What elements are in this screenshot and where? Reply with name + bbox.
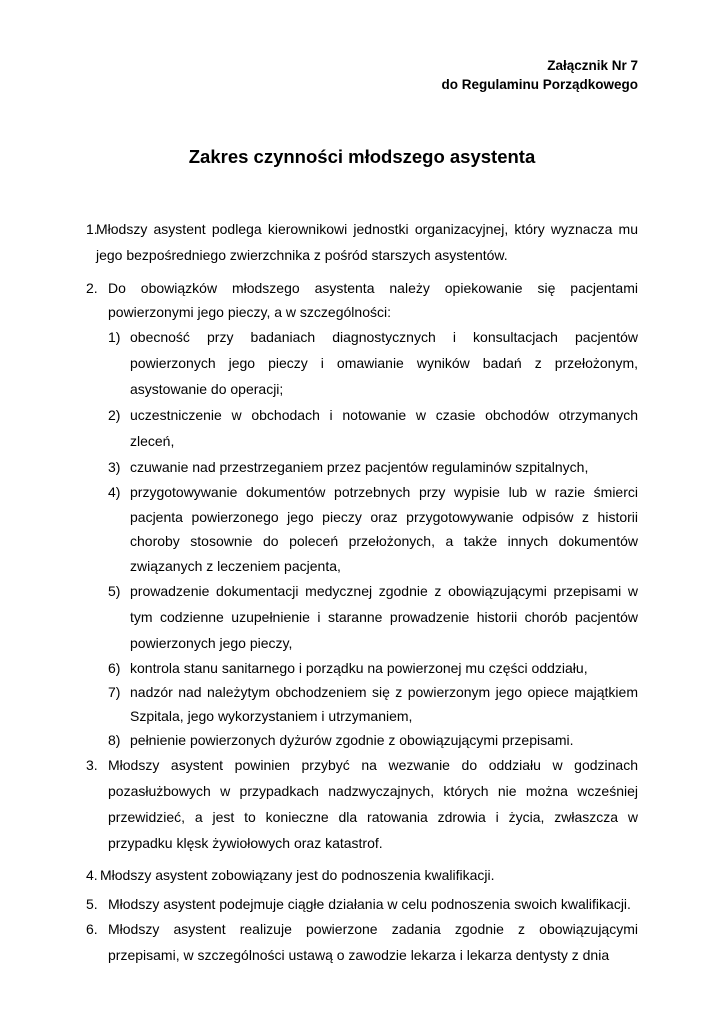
sub-item: 7) nadzór nad należytym obchodzeniem się z powierzonym jego opiece majątkiem Szpitala, jego wykorzystaniem i utrzymaniem,: [108, 684, 638, 724]
sub-item: 5) prowadzenie dokumentacji medycznej zgodnie z obowiązującymi przepisami w tym codzienne uzupełnienie i staranne prowadzenie historii chorób pacjentów powierzonych jego pieczy,: [108, 583, 638, 651]
list-item: 5. Młodszy asystent podejmuje ciągłe działania w celu podnoszenia swoich kwalifikacji.: [86, 896, 631, 912]
list-item: 3. Młodszy asystent powinien przybyć na wezwanie do oddziału w godzinach pozasłużbowych w przypadkach nadzwyczajnych, których nie można wcześniej przewidzieć, a jest to konieczne dla ratowania zdrowia i życia, zwłaszcza w przypadku klęsk żywiołowych oraz katastrof.: [86, 757, 638, 851]
list-item: 2. Do obowiązków młodszego asystenta należy opiekowanie się pacjentami powierzonymi jego pieczy, a w szczególności:: [86, 280, 638, 320]
list-item: 1. Młodszy asystent podlega kierownikowi jednostki organizacyjnej, który wyznacza mu jego bezpośredniego zwierzchnika z pośród starszych asystentów.: [86, 221, 638, 263]
page-title: Zakres czynności młodszego asystenta: [188, 146, 536, 167]
list-item: 4. Młodszy asystent zobowiązany jest do podnoszenia kwalifikacji.: [86, 867, 495, 883]
sub-item: 3) czuwanie nad przestrzeganiem przez pacjentów regulaminów szpitalnych,: [108, 459, 589, 475]
document-body: [86, 216, 638, 968]
sub-item: 4) przygotowywanie dokumentów potrzebnych przy wypisie lub w razie śmierci pacjenta powierzonego jego pieczy oraz przygotowywanie odpisów z historii choroby stosownie do poleceń przełożonych, a także innych dokumentów związanych z leczeniem pacjenta,: [108, 484, 638, 574]
sub-item: 6) kontrola stanu sanitarnego i porządku na powierzonej mu części oddziału,: [108, 660, 588, 676]
attachment-number: Załącznik Nr 7: [547, 58, 638, 73]
sub-item: 8) pełnienie powierzonych dyżurów zgodnie z obowiązującymi przepisami.: [108, 732, 574, 748]
list-item: 6. Młodszy asystent realizuje powierzone zadania zgodnie z obowiązującymi przepisami, w szczególności ustawą o zawodzie lekarza i lekarza dentysty z dnia: [86, 921, 638, 963]
attachment-reference: do Regulaminu Porządkowego: [441, 77, 638, 92]
sub-item: 1) obecność przy badaniach diagnostycznych i konsultacjach pacjentów powierzonych jego pieczy i omawianie wyników badań z przełożonym, asystowanie do operacji;: [108, 329, 638, 397]
sub-item: 2) uczestniczenie w obchodach i notowanie w czasie obchodów otrzymanych zleceń,: [108, 407, 638, 449]
document-header: [441, 56, 638, 94]
